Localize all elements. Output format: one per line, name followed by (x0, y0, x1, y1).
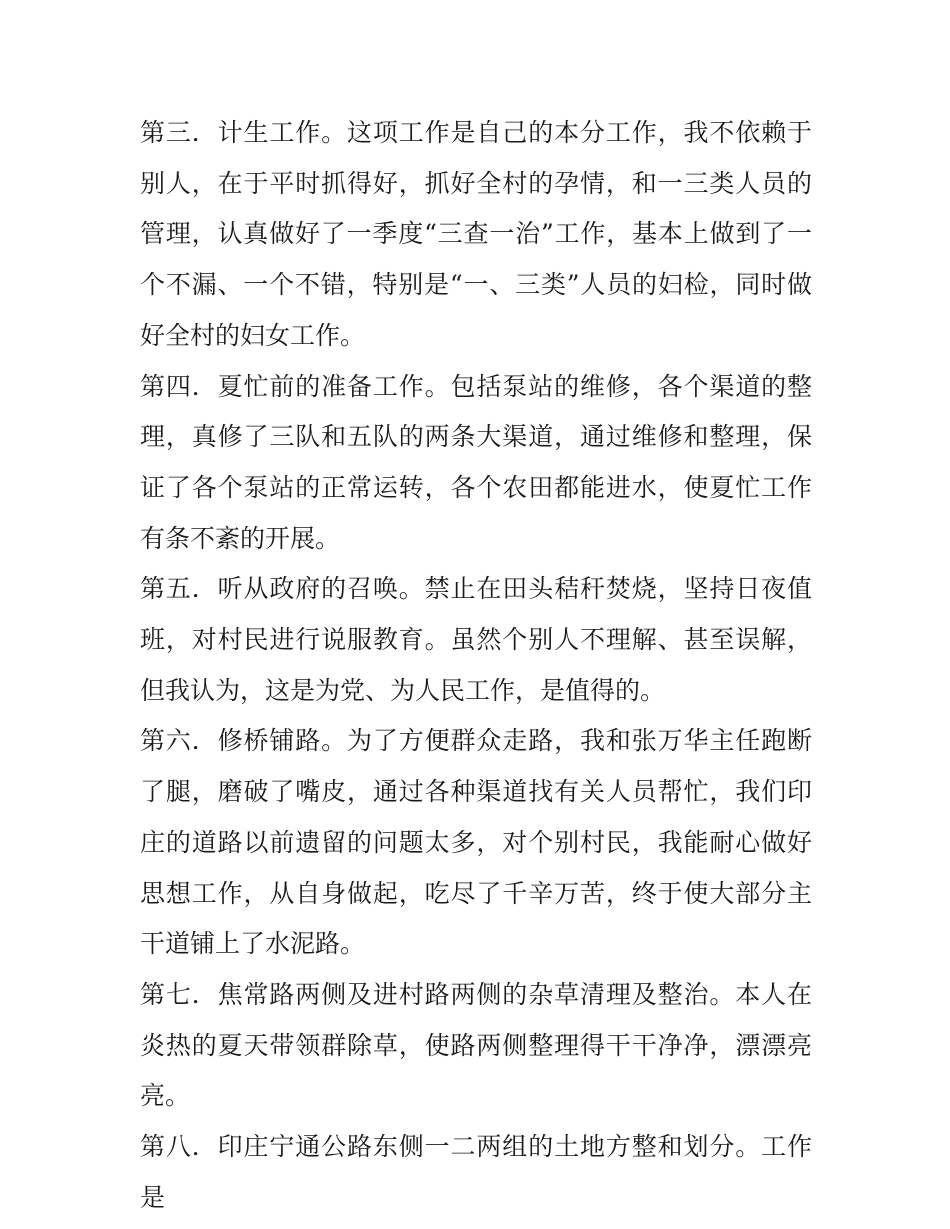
paragraph-7: 第七．焦常路两侧及进村路两侧的杂草清理及整治。本人在炎热的夏天带领群除草，使路两侧整理得干干净净，漂漂亮亮。 (140, 979, 812, 1111)
paragraph-4: 第四．夏忙前的准备工作。包括泵站的维修，各个渠道的整理，真修了三队和五队的两条大渠道，通过维修和整理，保证了各个泵站的正常运转，各个农田都能进水，使夏忙工作有条不紊的开展。 (140, 371, 812, 553)
paragraph-8: 第八．印庄宁通公路东侧一二两组的土地方整和划分。工作是 (140, 1132, 812, 1212)
paragraph-5: 第五．听从政府的召唤。禁止在田头秸秆焚烧，坚持日夜值班，对村民进行说服教育。虽然个别人不理解、甚至误解，但我认为，这是为党、为人民工作，是值得的。 (140, 574, 812, 705)
document-body (140, 108, 812, 1223)
paragraph-3: 第三．计生工作。这项工作是自己的本分工作，我不依赖于别人，在于平时抓得好，抓好全村的孕情，和一三类人员的管理，认真做好了一季度“三查一治”工作，基本上做到了一个不漏、一个不错，特别是“一、三类”人员的妇检，同时做好全村的妇女工作。 (140, 118, 812, 350)
paragraph-6: 第六．修桥铺路。为了方便群众走路，我和张万华主任跑断了腿，磨破了嘴皮，通过各种渠道找有关人员帮忙，我们印庄的道路以前遗留的问题太多，对个别村民，我能耐心做好思想工作，从自身做起，吃尽了千辛万苦，终于使大部分主干道铺上了水泥路。 (140, 726, 812, 959)
